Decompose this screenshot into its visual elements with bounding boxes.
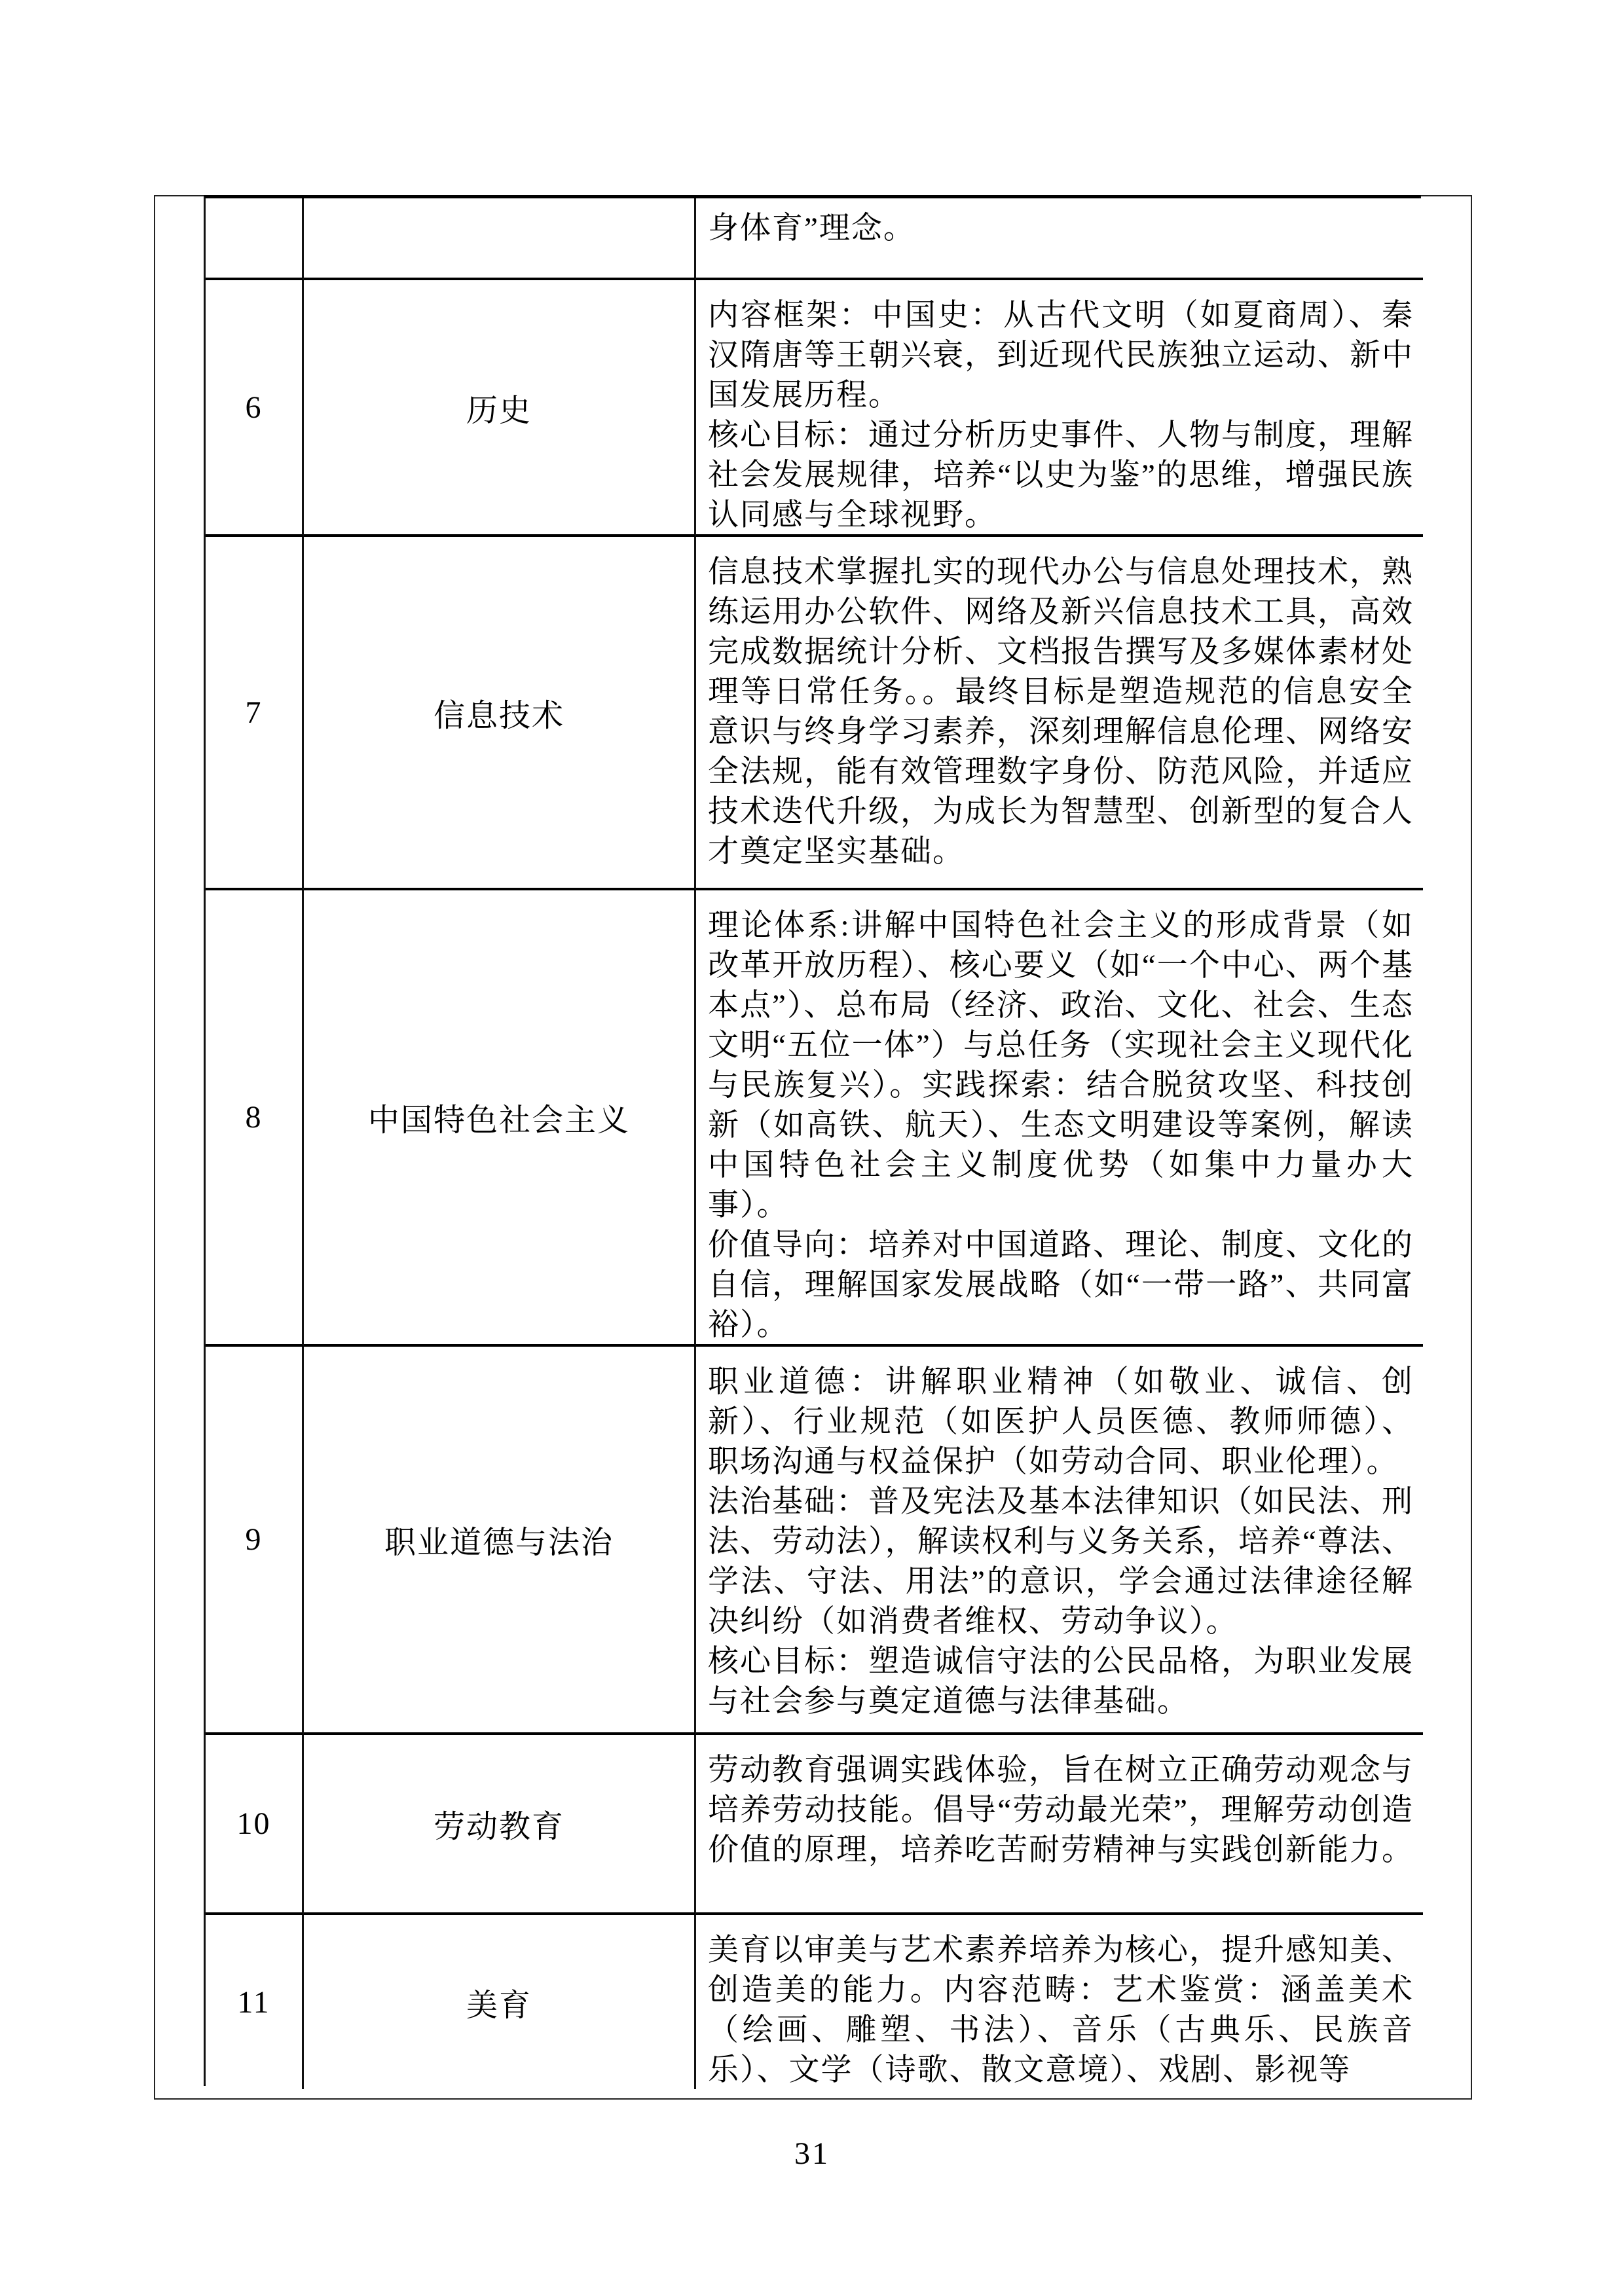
description-cell bbox=[696, 890, 1423, 1347]
row-number-cell: 11 bbox=[206, 1915, 304, 2089]
row-number-cell: 7 bbox=[206, 537, 304, 890]
row-number-cell: 6 bbox=[206, 280, 304, 537]
page-number: 31 bbox=[794, 2136, 830, 2171]
row-number-cell: 9 bbox=[206, 1347, 304, 1735]
description-cell bbox=[696, 280, 1423, 537]
description-cell bbox=[696, 1347, 1423, 1735]
subject-cell: 历史 bbox=[304, 280, 696, 537]
subject-cell: 职业道德与法治 bbox=[304, 1347, 696, 1735]
description-paragraph: 职业道德：讲解职业精神（如敬业、诚信、创新）、行业规范（如医护人员医德、教师师德）、职场沟通与权益保护（如劳动合同、职业伦理）。 bbox=[708, 1365, 1414, 1479]
description-paragraph: 美育以审美与艺术素养培养为核心，提升感知美、创造美的能力。内容范畴：艺术鉴赏：涵盖美术（绘画、雕塑、书法）、音乐（古典乐、民族音乐）、文学（诗歌、散文意境）、戏剧、影视等 bbox=[708, 1933, 1414, 2087]
description-paragraph: 劳动教育强调实践体验，旨在树立正确劳动观念与培养劳动技能。倡导“劳动最光荣”，理解劳动创造价值的原理，培养吃苦耐劳精神与实践创新能力。 bbox=[708, 1753, 1414, 1867]
subject-cell: 劳动教育 bbox=[304, 1735, 696, 1915]
description-paragraph: 内容框架：中国史：从古代文明（如夏商周）、秦汉隋唐等王朝兴衰，到近现代民族独立运动、新中国发展历程。 bbox=[708, 299, 1414, 412]
description-cell bbox=[696, 198, 1423, 280]
subject-cell bbox=[304, 198, 696, 280]
description-paragraph: 法治基础：普及宪法及基本法律知识（如民法、刑法、劳动法），解读权利与义务关系，培养“尊法、学法、守法、用法”的意识，学会通过法律途径解决纠纷（如消费者维权、劳动争议）。 bbox=[708, 1485, 1414, 1639]
description-paragraph: 价值导向：培养对中国道路、理论、制度、文化的自信，理解国家发展战略（如“一带一路”、共同富裕）。 bbox=[708, 1228, 1414, 1342]
description-paragraph: 信息技术掌握扎实的现代办公与信息处理技术，熟练运用办公软件、网络及新兴信息技术工具，高效完成数据统计分析、文档报告撰写及多媒体素材处理等日常任务。。最终目标是塑造规范的信息安全意识与终身学习素养，深刻理解信息伦理、网络安全法规，能有效管理数字身份、防范风险，并适应技术迭代升级，为成长为智慧型、创新型的复合人才奠定坚实基础。 bbox=[708, 555, 1414, 869]
description-cell bbox=[696, 1915, 1423, 2089]
description-cell bbox=[696, 537, 1423, 890]
description-paragraph: 理论体系:讲解中国特色社会主义的形成背景（如改革开放历程）、核心要义（如“一个中心、两个基本点”）、总布局（经济、政治、文化、社会、生态文明“五位一体”）与总任务（实现社会主义现代化与民族复兴）。实践探索：结合脱贫攻坚、科技创新（如高铁、航天）、生态文明建设等案例，解读中国特色社会主义制度优势（如集中力量办大事）。 bbox=[708, 909, 1414, 1222]
subject-cell: 信息技术 bbox=[304, 537, 696, 890]
subjects-table bbox=[204, 195, 1421, 2086]
description-paragraph: 核心目标：通过分析历史事件、人物与制度，理解社会发展规律，培养“以史为鉴”的思维，增强民族认同感与全球视野。 bbox=[708, 418, 1414, 532]
description-paragraph: 核心目标：塑造诚信守法的公民品格，为职业发展与社会参与奠定道德与法律基础。 bbox=[708, 1645, 1414, 1719]
row-number-cell bbox=[206, 198, 304, 280]
subject-cell: 中国特色社会主义 bbox=[304, 890, 696, 1347]
subject-cell: 美育 bbox=[304, 1915, 696, 2089]
row-number-cell: 8 bbox=[206, 890, 304, 1347]
description-cell bbox=[696, 1735, 1423, 1915]
description-paragraph: 身体育”理念。 bbox=[708, 211, 915, 246]
row-number-cell: 10 bbox=[206, 1735, 304, 1915]
